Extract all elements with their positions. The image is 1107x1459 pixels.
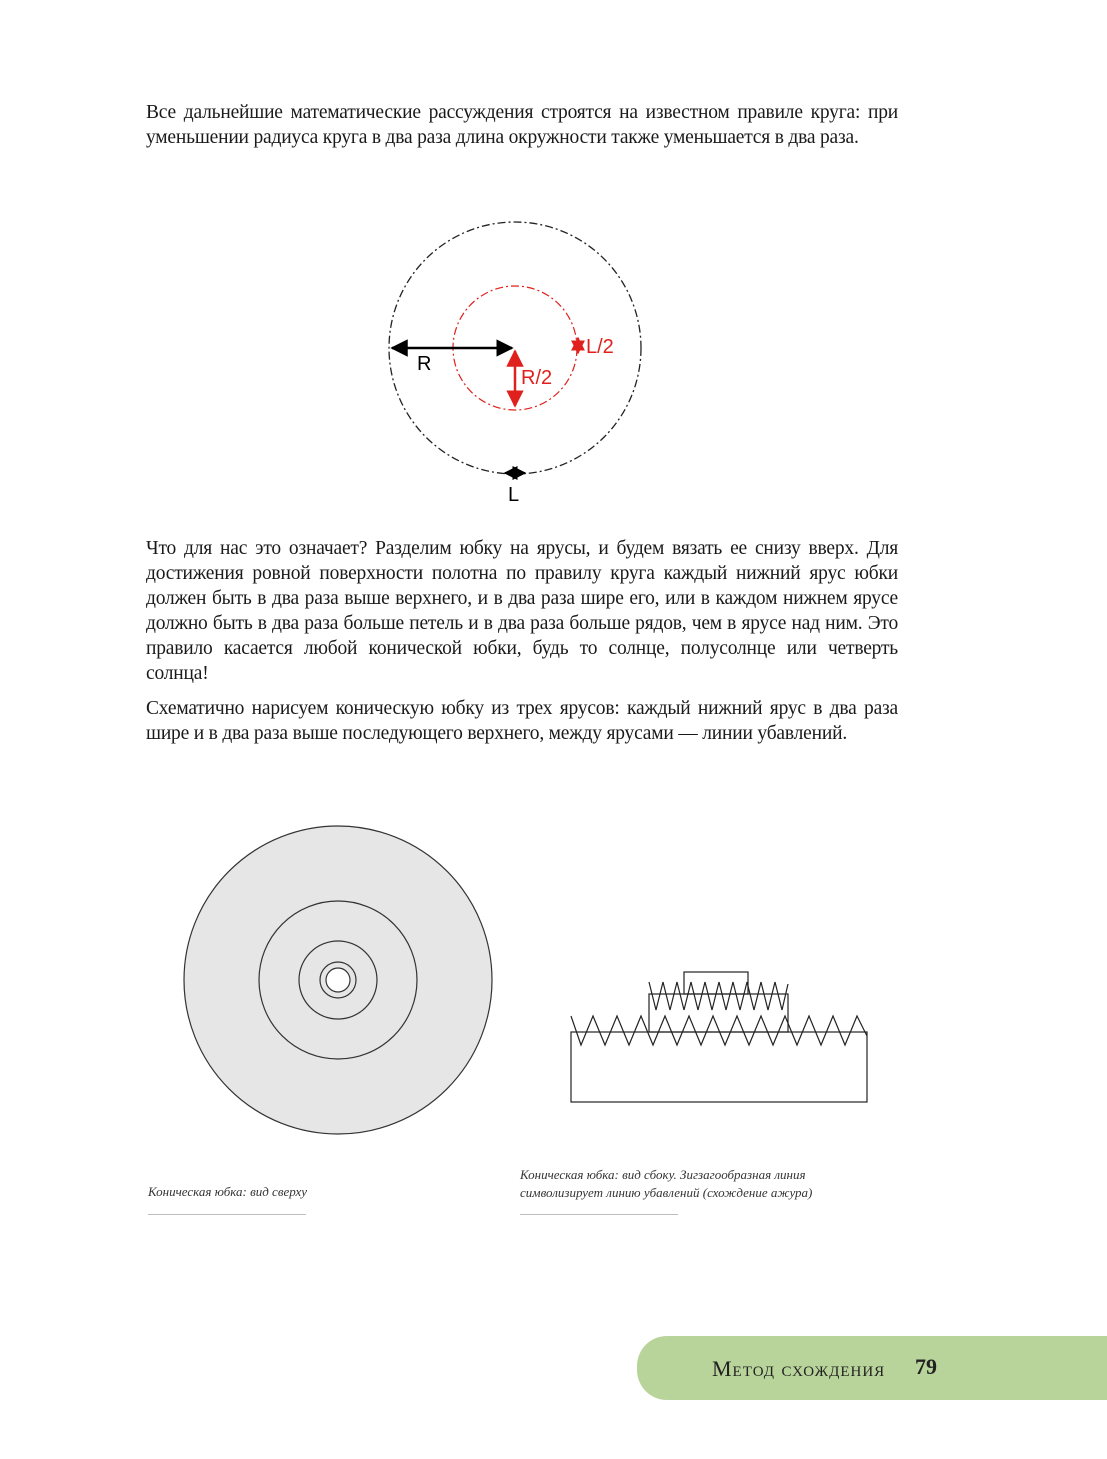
skirt-top-view bbox=[168, 812, 508, 1152]
waist-hole bbox=[326, 968, 350, 992]
label-r-half: R/2 bbox=[521, 367, 553, 389]
side-caption-divider bbox=[520, 1214, 678, 1215]
label-l-half: L/2 bbox=[586, 336, 614, 358]
section-title: Метод схождения bbox=[712, 1356, 886, 1381]
skirt-side-view bbox=[560, 960, 880, 1120]
intro-paragraph: Все дальнейшие математические рассуждения строятся на известном правиле круга: при уменьшении радиуса круга в два раза длина окружности также уменьшается в два раза. bbox=[146, 102, 898, 148]
circle-rule-diagram bbox=[0, 0, 1107, 520]
scheme-paragraph: Схематично нарисуем коническую юбку из трех ярусов: каждый нижний ярус в два раза шире и в два раза выше последующего верхнего, между ярусами — линии убавлений. bbox=[146, 698, 898, 744]
decrease-line-top bbox=[649, 982, 788, 1010]
page-number: 79 bbox=[915, 1354, 937, 1379]
top-caption-divider bbox=[148, 1214, 306, 1215]
label-l: L bbox=[508, 484, 520, 506]
top-view-caption: Коническая юбка: вид сверху bbox=[148, 1184, 308, 1199]
explanation-paragraph: Что для нас это означает? Разделим юбку на ярусы, и будем вязать ее снизу вверх. Для достижения ровной поверхности полотна по правилу круга каждый нижний ярус юбки должен быть в два раза выше верхнего, и в два раза шире его, или в каждом нижнем ярусе должно быть в два раза больше петель и в два раза больше рядов, чем в ярусе над ним. Это правило касается любой конической юбки, будь то солнце, полусолнце или четверть солнца! bbox=[146, 538, 898, 684]
decrease-line-bottom bbox=[571, 1016, 867, 1045]
side-view-caption: Коническая юбка: вид сбоку. Зигзагообразная линия символизирует линию убавлений (схождение ажура) bbox=[520, 1167, 813, 1200]
label-r: R bbox=[417, 353, 432, 375]
